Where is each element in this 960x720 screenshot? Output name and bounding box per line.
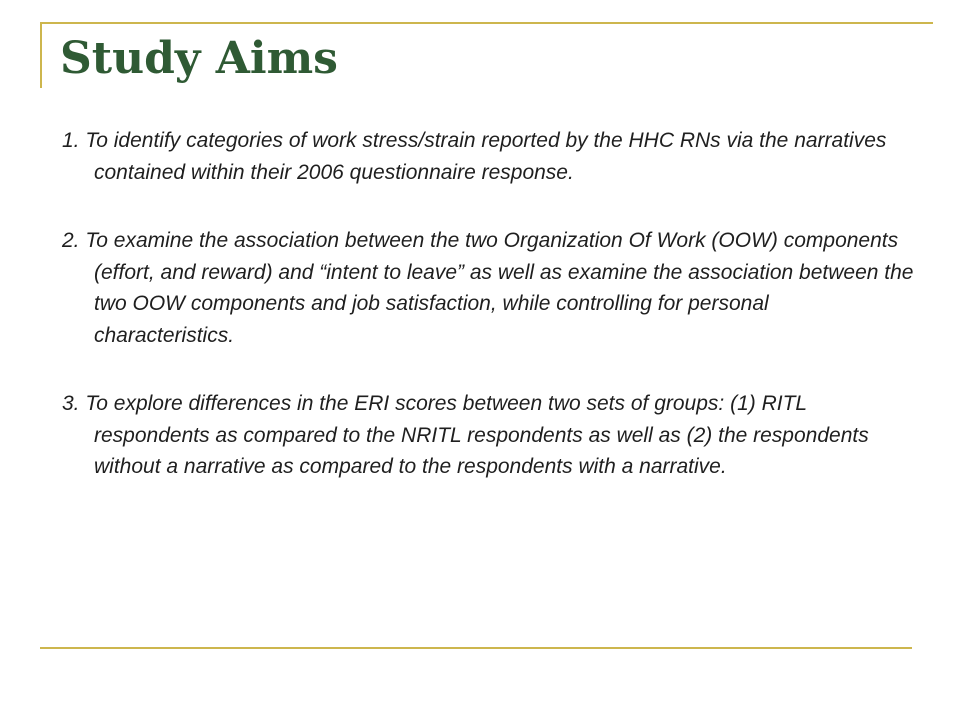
aim-item: 3. To explore differences in the ERI scores between two sets of groups: (1) RITL respondents as compared to the NRITL respondents as well as (2) the respondents without a narrative as compared to the respondents with a narrative.: [62, 392, 869, 478]
aims-list: [62, 125, 914, 520]
aim-item: 2. To examine the association between the two Organization Of Work (OOW) components (effort, and reward) and “intent to leave” as well as examine the association between the two OOW components and job satisfaction, while controlling for personal characteristics.: [62, 229, 914, 347]
left-rule: [40, 22, 42, 88]
bottom-rule: [40, 647, 912, 649]
top-rule: [40, 22, 933, 24]
aim-item: 1. To identify categories of work stress/strain reported by the HHC RNs via the narratives contained within their 2006 questionnaire response.: [62, 129, 887, 184]
slide-title: Study Aims: [60, 33, 338, 84]
